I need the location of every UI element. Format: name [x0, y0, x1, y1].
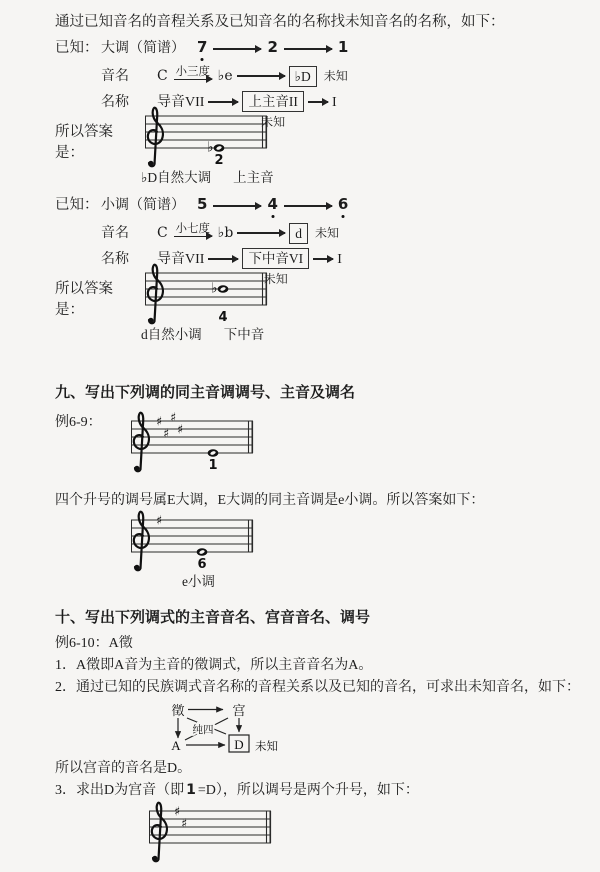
staff-D-major-signature — [145, 789, 275, 872]
major-pitch-row — [55, 63, 582, 89]
pitch-row-label: 音名 — [101, 225, 129, 241]
svg-text:宫: 宫 — [232, 703, 246, 718]
interval-label: 小七度 — [175, 222, 210, 235]
name-row-label: 名称 — [101, 251, 129, 267]
example-label: 例6-9： — [55, 415, 102, 430]
svg-text:♯: ♯ — [156, 413, 163, 429]
document-page — [55, 12, 582, 872]
svg-text:D: D — [234, 737, 244, 752]
unknown-tag: 未知 — [263, 272, 288, 286]
section10-step2: 2．通过已知的民族调式音名称的音程关系以及已知的音名，可求出未知音名，如下： — [55, 680, 580, 695]
unknown-tag: 未知 — [315, 225, 340, 240]
arrow-icon — [213, 205, 261, 207]
degree-number: 2 — [267, 38, 278, 56]
section9-explanation: 四个升号的调号属E大调，E大调的同主音调是e小调。所以答案如下： — [55, 493, 485, 508]
svg-text:♯: ♯ — [174, 803, 181, 819]
arrow-icon — [174, 79, 212, 81]
unknown-name-box: 下中音VI — [242, 248, 309, 269]
step3-suffix: =D），所以调号是两个升号，如下： — [197, 783, 419, 798]
example-6-9-row — [55, 408, 582, 482]
minor-pitch-row — [55, 220, 582, 246]
pitch-row-label: 音名 — [101, 68, 129, 84]
minor-degree-sequence — [195, 194, 350, 216]
arrow-icon — [213, 48, 261, 50]
key-caption: ♭D自然大调 — [141, 170, 212, 185]
interval-label: 小三度 — [175, 65, 210, 78]
svg-text:♯: ♯ — [156, 512, 163, 528]
degree-caption: 下中音 — [223, 327, 265, 342]
minor-answer-captions — [141, 324, 582, 345]
svg-text:♭: ♭ — [211, 280, 218, 297]
svg-text:A: A — [171, 738, 181, 753]
name-to: I — [337, 251, 342, 267]
pitch-from: C — [157, 67, 168, 84]
degree-number: 7 — [197, 38, 208, 56]
major-degrees-row — [55, 37, 582, 59]
arrow-icon — [208, 258, 238, 260]
arrow-icon — [284, 48, 332, 50]
name-to: I — [331, 94, 337, 110]
svg-text:2: 2 — [214, 153, 224, 168]
minor-mode-label: 小调（简谱） — [101, 197, 185, 213]
svg-text:徵: 徵 — [171, 703, 185, 718]
arrow-icon — [284, 205, 332, 207]
name-from: 导音VII — [157, 94, 205, 110]
section10-staff-row — [145, 789, 582, 872]
section9-heading: 九、写出下列调的同主音调调号、主音及调名 — [55, 385, 356, 401]
degree-number: 4 — [267, 195, 278, 213]
svg-text:未知: 未知 — [255, 741, 278, 753]
svg-text:纯四: 纯四 — [192, 725, 214, 736]
arrow-icon — [237, 232, 285, 234]
arrow-icon — [237, 75, 285, 77]
known-label: 已知： — [55, 39, 99, 56]
pitch-mid: ♭b — [217, 224, 234, 241]
step3-number: 1 — [186, 782, 196, 798]
arrow-icon — [313, 258, 333, 260]
unknown-name-boxwrap — [242, 91, 304, 129]
arrow-icon — [308, 101, 328, 103]
interval-arrow — [170, 66, 216, 81]
pitch-mid: ♭e — [217, 67, 233, 84]
section10-heading: 十、写出下列调式的主音音名、宫音音名、调号 — [55, 610, 371, 626]
major-mode-label: 大调（简谱） — [101, 40, 185, 56]
answer-label: 所以答案是： — [55, 124, 113, 161]
svg-text:4: 4 — [218, 310, 228, 325]
svg-text:1: 1 — [208, 458, 218, 473]
zhi-gong-diagram — [143, 700, 582, 758]
name-from: 导音VII — [157, 251, 205, 267]
unknown-name-boxwrap — [242, 248, 309, 286]
known-label: 已知： — [55, 196, 99, 213]
degree-number: 1 — [337, 38, 349, 56]
arrow-icon — [208, 101, 238, 103]
degree-number: 6 — [337, 195, 349, 213]
unknown-tag: 未知 — [261, 115, 286, 129]
major-answer-captions — [141, 167, 582, 188]
intro-text: 通过已知音名的音程关系及已知音名的名称找未知音名的名称，如下： — [55, 14, 505, 30]
svg-text:♭: ♭ — [207, 139, 214, 156]
key-caption: d自然小调 — [141, 327, 202, 342]
section10-conclusion: 所以宫音的音名是D。 — [55, 761, 192, 776]
svg-text:♯: ♯ — [170, 409, 177, 425]
minor-degrees-row — [55, 194, 582, 216]
interval-arrow — [170, 223, 216, 238]
svg-text:♯: ♯ — [177, 421, 184, 437]
staff-E-major-given — [127, 399, 257, 482]
svg-text:6: 6 — [197, 557, 207, 572]
unknown-tag: 未知 — [323, 68, 348, 83]
step3-prefix: 3．求出D为宫音（即 — [55, 783, 185, 798]
svg-text:♯: ♯ — [181, 815, 188, 831]
svg-text:♯: ♯ — [163, 425, 170, 441]
degree-number: 5 — [197, 195, 208, 213]
section10-step1: 1．A徵即A音为主音的徵调式，所以主音音名为A。 — [55, 658, 373, 673]
pitch-from: C — [157, 224, 168, 241]
unknown-pitch-box: ♭D — [289, 66, 317, 87]
example-label: 例6-10：A徵 — [55, 636, 133, 651]
name-row-label: 名称 — [101, 94, 129, 110]
answer-label: 所以答案是： — [55, 281, 113, 318]
degree-caption: 上主音 — [233, 170, 274, 185]
unknown-name-box: 上主音II — [242, 91, 304, 112]
major-degree-sequence — [195, 37, 350, 59]
staff-e-minor-answer — [127, 498, 257, 581]
e-minor-caption: e小调 — [182, 574, 215, 589]
unknown-pitch-box: d — [289, 223, 308, 244]
arrow-icon — [174, 236, 212, 238]
